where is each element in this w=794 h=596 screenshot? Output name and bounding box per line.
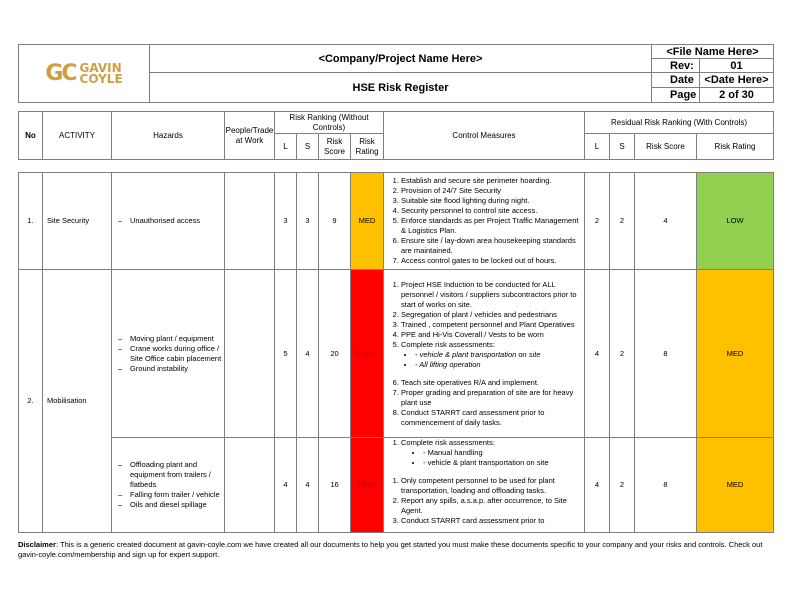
logo: GC GAVIN COYLE	[19, 45, 150, 103]
col-risk-rating: Risk Rating	[351, 134, 384, 160]
risk-table	[18, 172, 774, 533]
table-row: 1. Site Security – Unauthorised access 3 3 9 MED 1. Establish and secure site perimeter hoarding. 2. Provision of 24/7 Site Security 3. Suitable site flood lighting during night. 4. Security personnel to control site access. 5. Enforce standards as per Project Traffic Management & Logistics Plan. 6. Ensure site / lay-down area housekeeping standards are maintained. 7. Access control gates to be locked out of hours. 2 2 4 LOW	[19, 173, 774, 270]
table-row: 2. Mobilisation – Moving plant / equipment – Crane works during office / Site Office cabin placement – Ground instability 5 4 20 HIGH 1. Project HSE Induction to be conducted for ALL personnel / visitors / suppliers subcontractors prior to start of works on site. 2. Segregation of plant / vehicles and pedestrians 3. Trained , competent personnel and Plant Operatives 4. PPE and Hi-Vis Coverall / Vests to be worn 5. Complete risk assessments: • - vehicle & plant transportation on site • - All lifting operation 6. Teach site operatives R/A and implement. 7. Proper grading and preparation of site are for heavy plant use 8. Conduct STARRT card assessment prior to commencement of daily tasks. 4 2 8 MED	[19, 270, 774, 438]
date-value: <Date Here>	[700, 73, 774, 88]
control-measures-cell: 1. Establish and secure site perimeter hoarding. 2. Provision of 24/7 Site Security 3. Suitable site flood lighting during night. 4. Security personnel to control site access. 5. Enforce standards as per Project Traffic Management & Logistics Plan. 6. Ensure site / lay-down area housekeeping standards are maintained. 7. Access control gates to be locked out of hours.	[384, 173, 585, 270]
col-no: No	[19, 112, 43, 160]
col-activity: ACTIVITY	[43, 112, 112, 160]
residual-rating-badge: LOW	[697, 173, 774, 270]
table-row: – Offloading plant and equipment from trailers / flatbeds – Falling form trailer / vehicle – Oils and diesel spillage 4 4 16 HIGH 1. Complete risk assessments: • - Manual handling • - vehicle & plant transportation on site 1. Only competent personnel to be used for plant transportation, loading and offloading tasks. 2. Report any spills, a.s.a.p. after occurrence, to Site Agent. 3. Conduct STARRT card assessment prior to 4 2 8 MED	[19, 438, 774, 533]
col-control-measures: Control Measures	[384, 112, 585, 160]
col-residual-rating: Risk Rating	[697, 134, 774, 160]
date-label: Date	[652, 73, 700, 88]
col-residual: Residual Risk Ranking (With Controls)	[585, 112, 774, 134]
residual-rating-badge: MED	[697, 438, 774, 533]
col-residual-s: S	[610, 134, 635, 160]
page-title: HSE Risk Register	[150, 73, 652, 103]
file-name: <File Name Here>	[652, 45, 774, 59]
risk-rating-badge: MED	[351, 173, 384, 270]
rev-label: Rev:	[652, 59, 700, 73]
disclaimer: Disclaimer: This is a generic created document at gavin-coyle.com we have created all our documents to help you get started you must make these documents specific to your company and your risks and controls. Check out gavin-coyle.com/membership and sign up for expert support.	[18, 540, 763, 559]
company-name: <Company/Project Name Here>	[150, 45, 652, 73]
control-measures-cell: 1. Project HSE Induction to be conducted for ALL personnel / visitors / suppliers subcontractors prior to start of works on site. 2. Segregation of plant / vehicles and pedestrians 3. Trained , competent personnel and Plant Operatives 4. PPE and Hi-Vis Coverall / Vests to be worn 5. Complete risk assessments: • - vehicle & plant transportation on site • - All lifting operation 6. Teach site operatives R/A and implement. 7. Proper grading and preparation of site are for heavy plant use 8. Conduct STARRT card assessment prior to commencement of daily tasks.	[384, 270, 585, 438]
hazards-cell: – Offloading plant and equipment from trailers / flatbeds – Falling form trailer / vehicle – Oils and diesel spillage	[112, 438, 225, 533]
col-people: People/Trade at Work	[225, 112, 275, 160]
col-risk-score: Risk Score	[319, 134, 351, 160]
col-risk-ranking: Risk Ranking (Without Controls)	[275, 112, 384, 134]
col-residual-score: Risk Score	[635, 134, 697, 160]
col-s: S	[297, 134, 319, 160]
col-residual-l: L	[585, 134, 610, 160]
hazards-cell: – Moving plant / equipment – Crane works during office / Site Office cabin placement – Ground instability	[112, 270, 225, 438]
page-value: 2 of 30	[700, 88, 774, 103]
rev-value: 01	[700, 59, 774, 73]
risk-rating-badge: HIGH	[351, 270, 384, 438]
col-hazards: Hazards	[112, 112, 225, 160]
control-measures-cell: 1. Complete risk assessments: • - Manual handling • - vehicle & plant transportation on site 1. Only competent personnel to be used for plant transportation, loading and offloading tasks. 2. Report any spills, a.s.a.p. after occurrence, to Site Agent. 3. Conduct STARRT card assessment prior to	[384, 438, 585, 533]
hazards-cell: – Unauthorised access	[112, 173, 225, 270]
col-l: L	[275, 134, 297, 160]
column-headers	[18, 111, 774, 160]
logo-mark-icon: GC	[45, 61, 76, 86]
risk-rating-badge: HIGH	[351, 438, 384, 533]
page-label: Page	[652, 88, 700, 103]
document-header	[18, 44, 774, 103]
residual-rating-badge: MED	[697, 270, 774, 438]
